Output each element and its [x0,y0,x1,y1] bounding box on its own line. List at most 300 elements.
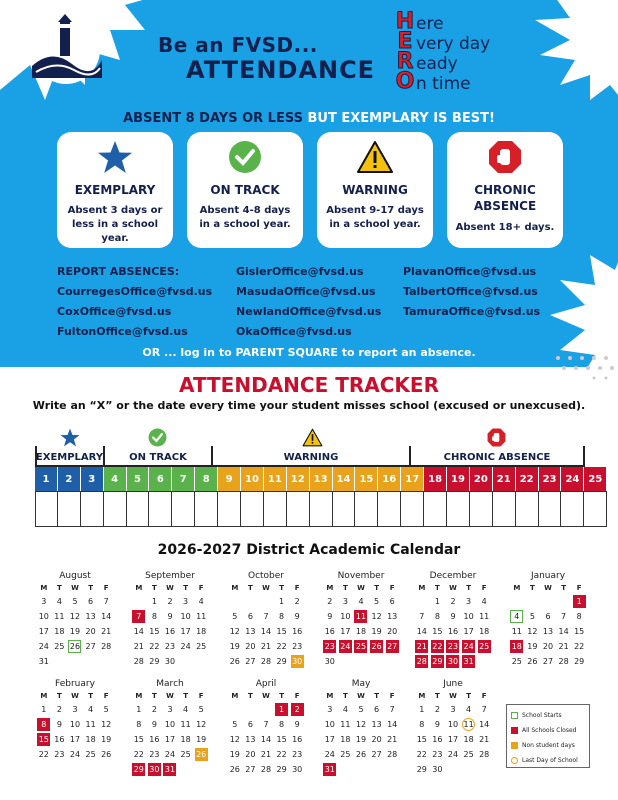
calendar-day: 22 [574,642,585,651]
tracker-entry-box[interactable] [447,492,470,526]
calendar-day: 8 [434,612,440,621]
calendar-day: 2 [327,597,333,606]
email-link[interactable]: TalbertOffice@fvsd.us [403,285,538,298]
weekday-header [322,582,400,594]
calendar-day: 23 [164,642,176,651]
day-slot [384,624,400,639]
calendar-day: 29 [432,657,443,666]
email-link[interactable]: PlavanOffice@fvsd.us [403,265,537,278]
day-slot [83,639,99,654]
email-link[interactable]: FultonOffice@fvsd.us [57,325,188,338]
month-name: September [145,571,195,581]
day-slot [274,747,290,762]
tracker-label-warning: WARNING [283,452,339,463]
day-slot [243,732,259,747]
tracker-subtitle: Write an “X” or the date every time your student misses school (excused or unexcused). [32,399,586,412]
empty-day [227,702,243,717]
tracker-entry-box[interactable] [470,492,493,526]
calendar-day: 1 [434,597,440,606]
weekday-label: T [466,584,471,592]
weekday-header [414,690,492,702]
day-slot [556,609,572,624]
day-slot [52,639,68,654]
calendar-day: 4 [183,705,189,714]
calendar-day: 23 [324,642,335,651]
calendar-day: 22 [276,642,287,651]
tracker-day-cell: 7 [172,467,195,491]
day-slot [227,762,243,777]
day-slot [430,702,446,717]
weekday-label: F [481,584,487,592]
email-link[interactable]: TamuraOffice@fvsd.us [403,305,541,318]
day-slot [338,639,354,654]
calendar-day: 26 [101,750,112,759]
calendar-day: 24 [38,642,49,651]
calendar-day: 3 [183,597,189,606]
tracker-entry-box[interactable] [401,492,424,526]
calendar-day: 12 [229,627,240,636]
calendar-day: 22 [38,750,49,759]
tracker-day-cell: 21 [493,467,516,491]
weekday-label: F [389,692,395,700]
day-slot [445,717,461,732]
month-name: February [55,679,95,689]
month-august [36,571,114,669]
month-january [509,571,587,669]
calendar-day: 24 [447,750,459,759]
calendar-day: 27 [245,657,256,666]
tracker-entry-box[interactable] [149,492,172,526]
weekday-label: F [198,692,204,700]
day-slot [274,639,290,654]
calendar-day: 10 [340,612,351,621]
day-slot [162,594,178,609]
day-slot [258,762,274,777]
day-slot [525,639,541,654]
calendar-day: 10 [324,720,335,729]
hero-word: n time [416,74,471,94]
day-grid [227,594,305,669]
check-icon [228,140,262,174]
tracker-entry-box[interactable] [424,492,447,526]
month-june [414,679,492,777]
day-slot [67,702,83,717]
tracker-entry-box[interactable] [127,492,150,526]
calendar-day: 19 [229,642,240,651]
month-name: May [351,679,371,689]
day-slot [289,702,305,717]
day-slot [83,747,99,762]
day-slot [83,609,99,624]
calendar-day: 11 [479,612,490,621]
parent-square-note: OR ... log in to PARENT SQUARE to report an absence. [142,346,476,359]
tracker-entry-box[interactable] [516,492,539,526]
day-slot [322,717,338,732]
day-slot [52,609,68,624]
day-slot [338,747,354,762]
empty-day [540,594,556,609]
day-slot [414,639,430,654]
calendar-day: 17 [164,735,176,744]
tracker-day-cell: 12 [287,467,310,491]
day-slot [414,717,430,732]
day-slot [52,717,68,732]
calendar-day: 8 [37,718,50,731]
tracker-label-chronic: CHRONIC ABSENCE [443,452,551,463]
calendar-day: 4 [198,597,204,606]
tracker-entry-box[interactable] [561,492,584,526]
day-slot [178,717,194,732]
calendar-day: 6 [88,597,94,606]
day-slot [289,732,305,747]
month-name: June [443,679,463,689]
month-february [36,679,114,762]
tracker-entry-box[interactable] [287,492,310,526]
empty-day [414,594,430,609]
calendar-day: 15 [276,627,287,636]
day-slot [162,717,178,732]
calendar-day: 26 [229,657,240,666]
last-day-swatch [511,757,518,764]
calendar-day: 27 [542,657,554,666]
tracker-entry-box[interactable] [493,492,516,526]
day-slot [227,609,243,624]
calendar-day: 5 [72,597,78,606]
month-november [322,571,400,669]
weekday-header [36,690,114,702]
calendar-day: 30 [292,657,303,666]
tracker-entry-box[interactable] [218,492,241,526]
calendar-day: 4 [56,597,62,606]
day-slot [162,747,178,762]
day-slot [571,624,587,639]
day-slot [540,654,556,669]
calendar-day: 29 [276,765,287,774]
calendar-day: 13 [245,627,256,636]
calendar-day: 19 [355,735,367,744]
absent-banner [0,111,618,126]
tracker-entry-box[interactable] [104,492,127,526]
tracker-entry-box[interactable] [584,492,607,526]
day-slot [36,639,52,654]
calendar-day: 19 [527,642,538,651]
calendar-day: 12 [101,720,112,729]
day-slot [243,624,259,639]
tracker-entry-box[interactable] [333,492,356,526]
day-slot [322,624,338,639]
day-slot [258,639,274,654]
weekday-label: W [262,692,270,700]
day-slot [36,747,52,762]
calendar-day: 18 [196,627,207,636]
calendar-day: 11 [340,720,351,729]
calendar-day: 25 [85,750,96,759]
calendar-day: 6 [389,597,395,606]
day-slot [445,639,461,654]
calendar-day: 29 [416,765,427,774]
hero-letter: O [395,69,415,94]
weekday-label: T [183,692,188,700]
day-grid [36,702,114,762]
day-slot [131,609,147,624]
tracker-entry-box[interactable] [378,492,401,526]
day-slot [414,654,430,669]
calendar-day: 5 [103,705,109,714]
calendar-day: 21 [133,642,144,651]
calendar-day: 31 [164,765,176,774]
day-grid [322,594,400,669]
calendar-day: 30 [447,657,459,666]
card-description: Absent 4-8 days in a school year. [199,205,291,230]
weekday-label: M [40,584,48,592]
calendar-day: 24 [69,750,81,759]
weekday-header [227,690,305,702]
day-grid [509,594,587,669]
calendar-day: 12 [355,720,367,729]
weekday-label: T [57,692,62,700]
month-march [131,679,209,777]
calendar-day: 3 [450,705,456,714]
calendar-day: 13 [387,612,398,621]
calendar-day: 28 [479,750,490,759]
calendar-day: 4 [510,610,523,623]
calendar-day: 13 [245,735,256,744]
calendar-day: 8 [151,612,157,621]
email-link[interactable]: NewlandOffice@fvsd.us [236,305,382,318]
day-slot [289,624,305,639]
calendar-day: 14 [260,627,272,636]
calendar-day: 16 [54,735,65,744]
day-slot [274,762,290,777]
card-title: WARNING [342,183,408,197]
calendar-day: 1 [151,597,157,606]
day-slot [509,654,525,669]
day-slot [193,624,209,639]
day-slot [52,747,68,762]
day-slot [274,732,290,747]
calendar-day: 27 [245,765,256,774]
calendar-day: 7 [419,612,425,621]
day-slot [83,717,99,732]
day-slot [131,762,147,777]
calendar-day: 19 [371,627,382,636]
hero-acronym [395,9,535,94]
calendar-day: 8 [419,720,425,729]
calendar-day: 15 [149,627,160,636]
warning-icon [356,140,394,174]
day-slot [67,594,83,609]
weekday-label: T [152,584,157,592]
day-slot [556,654,572,669]
tracker-day-cell: 24 [561,467,584,491]
email-link[interactable]: MasudaOffice@fvsd.us [236,285,376,298]
calendar-day: 25 [463,750,474,759]
weekday-header [131,690,209,702]
calendar-day: 11 [54,612,65,621]
calendar-day: 28 [558,657,569,666]
calendar-day: 10 [164,720,176,729]
legend-label: Last Day of School [522,757,578,764]
day-slot [162,654,178,669]
calendar-day: 2 [291,703,304,716]
calendar-day: 25 [196,642,207,651]
day-slot [147,747,163,762]
day-slot [414,762,430,777]
calendar-day: 7 [263,612,269,621]
weekday-label: F [294,584,300,592]
calendar-day: 6 [247,720,253,729]
day-slot [461,639,477,654]
weekday-label: W [166,584,174,592]
calendar-day: 10 [180,612,191,621]
tracker-entry-box[interactable] [310,492,333,526]
day-slot [461,747,477,762]
day-slot [322,594,338,609]
calendar-day: 10 [447,720,459,729]
weekday-label: T [183,584,188,592]
day-slot [243,609,259,624]
calendar-day: 21 [558,642,569,651]
day-slot [461,624,477,639]
calendar-day: 4 [342,705,348,714]
weekday-label: W [166,692,174,700]
day-slot [322,702,338,717]
tracker-entry-box[interactable] [539,492,562,526]
calendar-day: 16 [292,627,303,636]
tracker-entry-box[interactable] [264,492,287,526]
day-slot [476,609,492,624]
day-slot [258,747,274,762]
day-slot [147,717,163,732]
tracker-day-cell: 14 [333,467,356,491]
day-slot [384,732,400,747]
day-slot [98,639,114,654]
weekday-label: T [374,584,379,592]
month-name: December [429,571,477,581]
calendar-day: 3 [466,597,472,606]
card-description: Absent 9-17 days in a school year. [326,205,424,230]
day-slot [274,594,290,609]
card-warning [317,132,433,248]
tracker-entry-box[interactable] [58,492,81,526]
header-panel [0,0,618,367]
email-column-2 [236,262,381,342]
calendar-day: 24 [324,750,335,759]
calendar-day: 7 [389,705,395,714]
school-start-swatch [511,712,518,719]
calendar-day: 13 [542,627,554,636]
weekday-label: T [248,584,253,592]
calendar-day: 16 [432,735,443,744]
tracker-entry-box[interactable] [35,492,58,526]
day-slot [178,594,194,609]
calendar-day: 25 [340,750,351,759]
calendar-day: 3 [72,705,78,714]
day-slot [98,747,114,762]
calendar-day: 31 [463,657,474,666]
calendar-day: 11 [511,627,522,636]
day-slot [384,717,400,732]
tracker-day-cell: 11 [264,467,287,491]
day-slot [338,732,354,747]
calendar-day: 19 [196,735,207,744]
day-slot [162,639,178,654]
calendar-day: 27 [387,642,398,651]
weekday-label: T [435,692,440,700]
card-description: Absent 3 days or less in a school year. [67,205,163,244]
calendar-day: 27 [371,750,382,759]
day-slot [445,624,461,639]
calendar-day: 9 [434,720,440,729]
tracker-entry-box[interactable] [241,492,264,526]
email-link[interactable]: CourregesOffice@fvsd.us [57,285,213,298]
day-slot [322,732,338,747]
day-slot [83,732,99,747]
day-slot [67,624,83,639]
day-slot [461,594,477,609]
calendar-day: 1 [279,597,285,606]
month-name: August [59,571,91,581]
tracker-entry-box[interactable] [195,492,218,526]
empty-day [131,594,147,609]
day-slot [461,609,477,624]
day-slot [274,702,290,717]
day-slot [353,717,369,732]
email-link[interactable]: OkaOffice@fvsd.us [236,325,352,338]
day-slot [131,639,147,654]
email-link[interactable]: GislerOffice@fvsd.us [236,265,364,278]
weekday-label: W [357,692,365,700]
calendar-day: 8 [136,720,142,729]
day-slot [384,702,400,717]
day-slot [476,624,492,639]
weekday-header [36,582,114,594]
day-slot [162,762,178,777]
day-slot [243,654,259,669]
calendar-day: 30 [164,657,176,666]
day-slot [289,762,305,777]
calendar-day: 23 [149,750,160,759]
email-link[interactable]: CoxOffice@fvsd.us [57,305,172,318]
day-slot [131,732,147,747]
day-slot [52,702,68,717]
month-october [227,571,305,669]
calendar-day: 28 [260,765,272,774]
weekday-label: M [418,584,426,592]
tracker-entry-box[interactable] [172,492,195,526]
tracker-day-cell: 16 [378,467,401,491]
calendar-day: 18 [355,627,367,636]
calendar-day: 28 [133,657,144,666]
tracker-entry-box[interactable] [81,492,104,526]
hero-letter: R [396,49,414,74]
calendar-day: 15 [38,735,49,744]
tracker-day-cell: 15 [355,467,378,491]
calendar-day: 26 [527,657,538,666]
day-slot [178,624,194,639]
tracker-entry-box[interactable] [355,492,378,526]
weekday-label: T [152,692,157,700]
day-slot [353,732,369,747]
hero-row [395,29,535,54]
day-slot [162,609,178,624]
calendar-day: 21 [416,642,427,651]
day-slot [430,594,446,609]
day-slot [525,609,541,624]
day-slot [227,732,243,747]
day-slot [322,762,338,777]
tracker-day-cell: 19 [447,467,470,491]
